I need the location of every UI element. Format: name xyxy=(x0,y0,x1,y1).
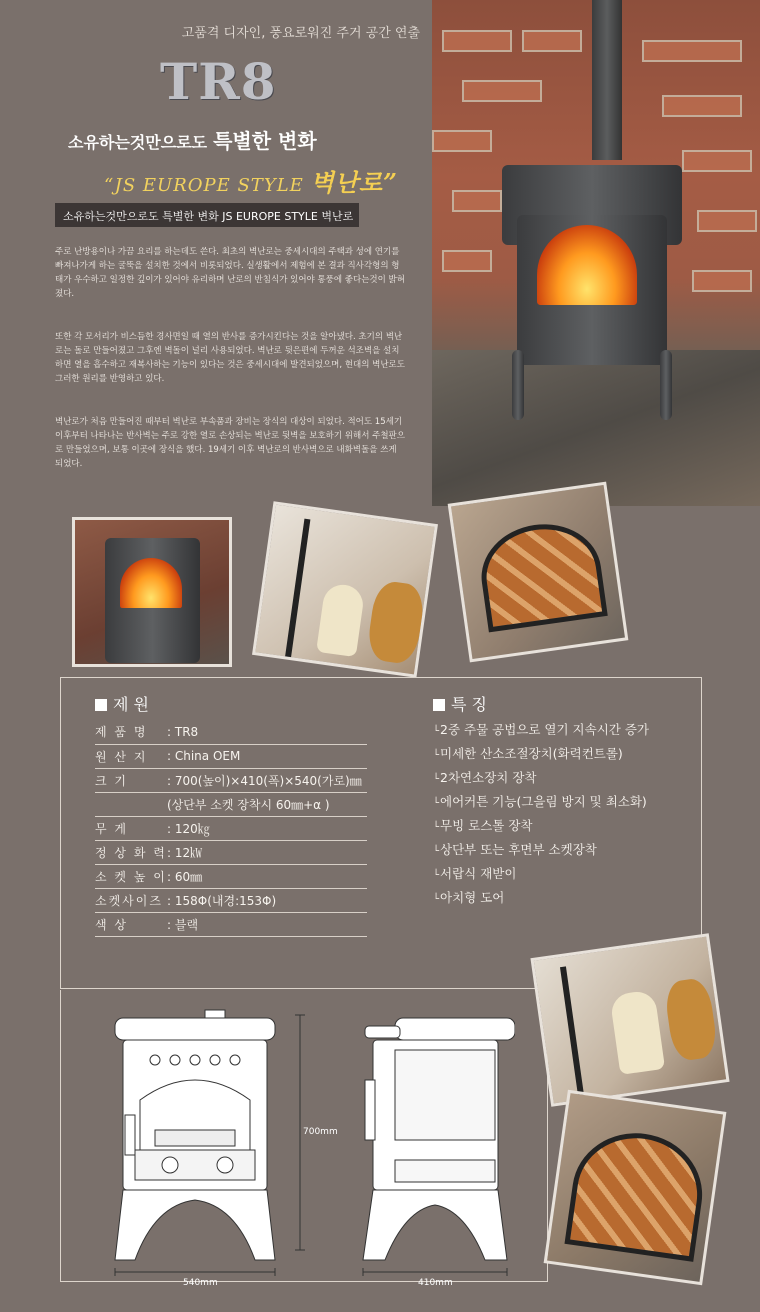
headline xyxy=(68,125,317,154)
feature-item: └ 미세한 산소조절장치(화력컨트롤) xyxy=(433,742,649,766)
spec-key: 소켓사이즈 xyxy=(95,888,167,912)
model-title: TR8 xyxy=(160,52,277,111)
feature-item: └ 에어커튼 기능(그을림 방지 및 최소화) xyxy=(433,790,649,814)
side-top-plate xyxy=(395,1018,515,1040)
feature-item: └ 서랍식 재받이 xyxy=(433,862,649,886)
spec-key: 소 켓 높 이 xyxy=(95,864,167,888)
spec-key xyxy=(95,792,167,816)
fire-tools-photo xyxy=(252,501,438,678)
spec-key: 원 산 지 xyxy=(95,744,167,768)
feature-item: └ 2중 주물 공법으로 열기 지속시간 증가 xyxy=(433,718,649,742)
spec-value: (상단부 소켓 장착시 60㎜+α ) xyxy=(167,792,367,816)
stove-technical-drawing xyxy=(95,1000,515,1290)
wood-stack-photo xyxy=(544,1090,727,1286)
description-paragraph: 벽난로가 처음 만들어진 때부터 벽난로 부속품과 장비는 장식의 대상이 되었다. 적어도 15세기 이후부터 나타나는 반사벽는 주로 강한 열로 손상되는 벽난로 뒷벽을 보호하기 위해서 주철판으로 만들었으며, 보통 이곳에 장식을 했다. 19세기 이후 벽난로의 반사벽으로 내화벽돌을 쓰게 되었다. xyxy=(55,417,405,469)
feature-item: └ 무빙 로스톨 장착 xyxy=(433,814,649,838)
spec-row xyxy=(95,792,367,816)
stove-thumbnail-photo xyxy=(72,517,232,667)
height-dimension-label: 700mm xyxy=(303,1127,338,1137)
spec-value: : 블랙 xyxy=(167,912,367,936)
spec-key: 무 게 xyxy=(95,816,167,840)
subtitle-bar: 소유하는것만으로도 특별한 변화 JS EUROPE STYLE 벽난로 xyxy=(55,203,359,227)
headline-part2: 특별한 변화 xyxy=(213,129,317,153)
side-legs xyxy=(363,1190,507,1260)
spec-value: : 60㎜ xyxy=(167,864,367,888)
front-top-socket xyxy=(205,1010,225,1018)
style-korean: 벽난로” xyxy=(310,168,398,197)
front-legs xyxy=(115,1190,275,1260)
spec-row xyxy=(95,768,367,792)
features-heading: 특 징 xyxy=(433,692,487,715)
description-paragraph: 주로 난방용이나 가끔 요리를 하는데도 쓴다. 최초의 벽난로는 중세시대의 주택과 성에 연기를 빠져나가게 하는 굴뚝을 설치한 것에서 비롯되었다. 실생활에서 제험에 본 결과 직사각형의 형태가 우수하고 일정한 깊이가 있어야 유리하며 난로의 반침식가 있어야 통풍에 좋다는것이 밝혀졌다. xyxy=(55,247,405,299)
spec-value: : 158Φ(내경:153Φ) xyxy=(167,888,367,912)
spec-row xyxy=(95,912,367,936)
square-bullet-icon xyxy=(95,699,107,711)
features-list xyxy=(433,718,649,910)
hero-fireplace-photo xyxy=(432,0,760,506)
width-dimension-label: 540mm xyxy=(183,1278,218,1288)
spec-table xyxy=(95,720,367,937)
tagline: 고품격 디자인, 풍요로워진 주거 공간 연출 xyxy=(181,26,420,41)
feature-item: └ 아치형 도어 xyxy=(433,886,649,910)
spec-key: 제 품 명 xyxy=(95,720,167,744)
spec-row xyxy=(95,864,367,888)
spec-key: 색 상 xyxy=(95,912,167,936)
spec-value: : 700(높이)×410(폭)×540(가로)㎜ xyxy=(167,768,367,792)
spec-row xyxy=(95,744,367,768)
spec-value: : 12㎾ xyxy=(167,840,367,864)
front-top-plate xyxy=(115,1018,275,1040)
style-headline xyxy=(104,163,398,198)
spec-key: 정 상 화 력 xyxy=(95,840,167,864)
headline-part1: 소유하는것만으로도 xyxy=(68,133,208,152)
firewood-rack-photo xyxy=(448,482,629,663)
spec-row xyxy=(95,888,367,912)
spec-value: : China OEM xyxy=(167,744,367,768)
style-latin: “JS EUROPE STYLE xyxy=(104,175,304,196)
feature-item: └ 상단부 또는 후면부 소켓장착 xyxy=(433,838,649,862)
spec-heading: 제 원 xyxy=(95,692,149,715)
spec-value: : TR8 xyxy=(167,720,367,744)
depth-dimension-label: 410mm xyxy=(418,1278,453,1288)
spec-row xyxy=(95,720,367,744)
spec-row xyxy=(95,816,367,840)
description-paragraph: 또한 각 모서리가 비스듬한 경사면일 때 열의 반사를 증가시킨다는 것을 알아냈다. 초기의 벽난로는 돌로 만들어졌고 그후엔 벽돌이 널리 사용되었다. 벽난로 뒷은편에 두꺼운 석조벽을 설치하면 열을 흡수하고 재복사하는 기능이 있다는 것은 중세시대에 발견되었으며, 현대의 벽난로도 그러한 원리를 반영하고 있다. xyxy=(55,332,405,384)
spec-key: 크 기 xyxy=(95,768,167,792)
spec-value: : 120㎏ xyxy=(167,816,367,840)
square-bullet-icon xyxy=(433,699,445,711)
gloves-photo xyxy=(530,933,729,1107)
spec-row xyxy=(95,840,367,864)
feature-item: └ 2차연소장치 장착 xyxy=(433,766,649,790)
